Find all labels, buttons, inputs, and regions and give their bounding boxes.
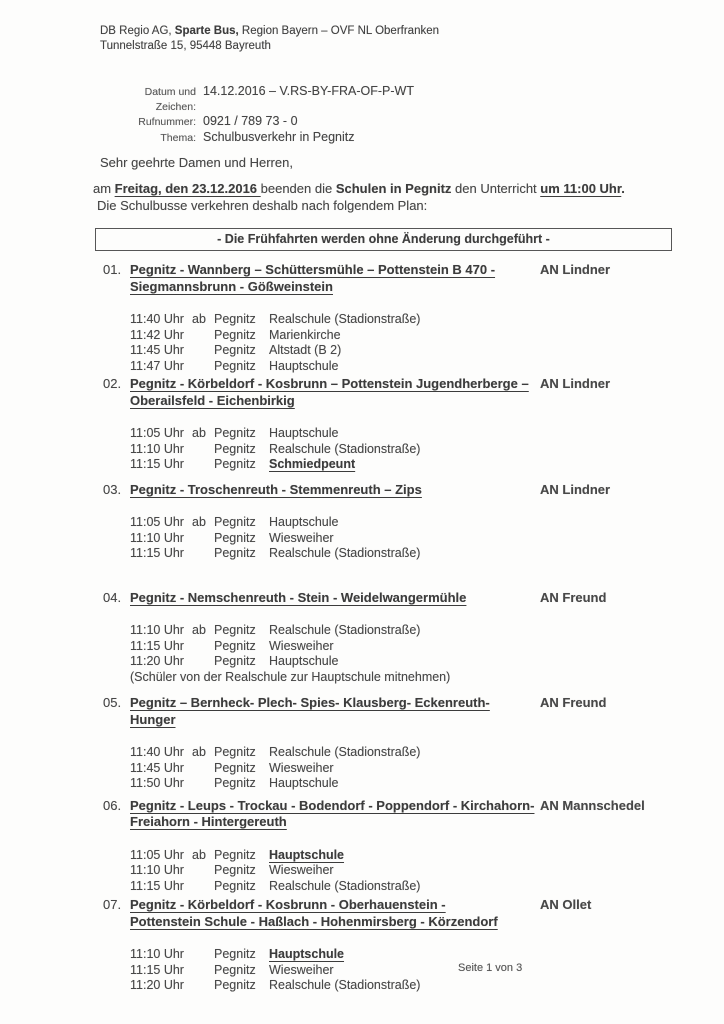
route-item — [103, 376, 703, 473]
stop-time: 11:05 Uhr — [130, 515, 184, 529]
stop-name: Hauptschule — [269, 515, 339, 529]
text-run: . — [621, 181, 625, 196]
stop-city: Pegnitz — [214, 457, 256, 471]
schedule-row — [130, 515, 703, 531]
route-schedule — [130, 312, 703, 374]
stop-ab — [192, 879, 214, 895]
route-item — [103, 262, 703, 374]
route-number: 01. — [103, 262, 122, 277]
stop-city: Pegnitz — [214, 760, 256, 775]
route-schedule — [130, 426, 703, 473]
stop-city: Pegnitz — [214, 878, 256, 893]
meta-row — [103, 84, 414, 114]
stop-city: Pegnitz — [214, 312, 256, 326]
route-number: 02. — [103, 376, 122, 391]
stop-name: Realschule (Stadionstraße) — [269, 978, 421, 992]
stop-city: Pegnitz — [214, 947, 256, 961]
schedule-row — [130, 848, 703, 864]
stop-time: 11:50 Uhr — [130, 776, 184, 790]
stop-city: Pegnitz — [214, 327, 256, 342]
stop-ab — [192, 654, 214, 670]
route-operator: AN Ollet — [540, 897, 592, 912]
stop-ab: ab — [192, 745, 206, 759]
meta-value: Schulbusverkehr in Pegnitz — [203, 129, 355, 144]
stop-time: 11:42 Uhr — [130, 327, 184, 342]
stop-city: Pegnitz — [214, 358, 256, 373]
letterhead-line2: Tunnelstraße 15, 95448 Bayreuth — [100, 40, 271, 52]
stop-ab: ab — [192, 847, 206, 862]
stop-name: Realschule (Stadionstraße) — [269, 623, 421, 637]
route-title — [130, 590, 537, 607]
route-title — [130, 798, 537, 831]
stop-ab — [192, 639, 214, 655]
stop-time: 11:45 Uhr — [130, 760, 184, 775]
route-title — [130, 376, 537, 409]
stop-time: 11:15 Uhr — [130, 638, 184, 653]
stop-time: 11:05 Uhr — [130, 426, 184, 440]
schedule-row — [130, 328, 703, 344]
route-title-line: Pegnitz - Troschenreuth - Stemmenreuth – Zips — [130, 481, 422, 497]
stop-name: Realschule (Stadionstraße) — [269, 878, 421, 893]
stop-ab — [192, 442, 214, 458]
schedule-row — [130, 654, 703, 670]
stop-ab — [192, 963, 214, 979]
intro-line2: Die Schulbusse verkehren deshalb nach folgendem Plan: — [97, 197, 428, 213]
meta-value: 0921 / 789 73 - 0 — [203, 114, 298, 129]
schedule-row — [130, 639, 703, 655]
stop-city: Pegnitz — [214, 863, 256, 877]
route-note: (Schüler von der Realschule zur Hauptschule mitnehmen) — [130, 669, 451, 684]
route-title-line: Siegmannsbrunn - Gößweinstein — [130, 278, 333, 294]
stop-time: 11:10 Uhr — [130, 530, 184, 545]
text-run: Region Bayern – OVF NL Oberfranken — [238, 25, 440, 37]
route-schedule — [130, 623, 703, 685]
stop-name: Wiesweiher — [269, 530, 334, 545]
meta-value: 14.12.2016 – V.RS-BY-FRA-OF-P-WT — [203, 84, 414, 98]
stop-city: Pegnitz — [214, 847, 256, 862]
stop-city: Pegnitz — [214, 546, 256, 560]
text-run: Freitag, den 23.12.2016 — [114, 181, 261, 196]
stop-name: Wiesweiher — [269, 638, 334, 653]
schedule-row — [130, 978, 703, 994]
stop-name: Hauptschule — [269, 776, 339, 790]
route-item — [103, 482, 703, 562]
text-run: Schulen in Pegnitz — [335, 181, 452, 196]
stop-time: 11:20 Uhr — [130, 978, 184, 992]
schedule-row — [130, 343, 703, 359]
route-operator: AN Lindner — [540, 262, 611, 277]
text-run: den Unterricht — [451, 181, 541, 196]
stop-time: 11:40 Uhr — [130, 312, 184, 326]
route-operator: AN Lindner — [540, 481, 611, 497]
stop-city: Pegnitz — [214, 426, 256, 440]
route-item — [103, 695, 703, 792]
route-schedule — [130, 515, 703, 562]
route-number: 05. — [103, 695, 122, 710]
route-item — [103, 798, 703, 895]
schedule-row — [130, 426, 703, 442]
route-title-line: Pegnitz – Bernheck- Plech- Spies- Klausberg- Eckenreuth- Hunger — [130, 695, 490, 727]
stop-ab: ab — [192, 623, 206, 637]
stop-city: Pegnitz — [214, 654, 256, 668]
route-schedule — [130, 745, 703, 792]
stop-name: Wiesweiher — [269, 863, 334, 877]
intro-paragraph — [93, 181, 625, 214]
page-indicator: Seite 1 von 3 — [458, 962, 523, 974]
text-run: um 11:00 Uhr — [540, 181, 622, 196]
stop-city: Pegnitz — [214, 343, 256, 357]
stop-ab: ab — [192, 426, 206, 440]
route-operator: AN Freund — [540, 589, 607, 605]
stop-name: Hauptschule — [269, 847, 345, 862]
stop-time: 11:10 Uhr — [130, 947, 184, 961]
stop-city: Pegnitz — [214, 776, 256, 790]
stop-time: 11:47 Uhr — [130, 358, 184, 373]
schedule-row — [130, 312, 703, 328]
stop-ab: ab — [192, 312, 206, 326]
routes-list — [103, 262, 703, 994]
salutation: Sehr geehrte Damen und Herren, — [100, 155, 293, 170]
stop-ab — [192, 359, 214, 375]
route-number: 03. — [103, 481, 122, 497]
stop-city: Pegnitz — [214, 623, 256, 637]
route-title-line: Pottenstein Schule - Haßlach - Hohenmirsberg - Körzendorf — [130, 913, 498, 929]
route-title-line: Oberailsfeld - Eichenbirkig — [130, 392, 295, 408]
stop-time: 11:10 Uhr — [130, 863, 184, 877]
schedule-row — [130, 947, 703, 963]
route-title — [130, 897, 537, 930]
stop-city: Pegnitz — [214, 638, 256, 653]
meta-label: Rufnummer: — [138, 116, 196, 129]
stop-name: Wiesweiher — [269, 962, 334, 977]
route-operator: AN Lindner — [540, 376, 611, 391]
meta-label: Thema: — [160, 131, 196, 144]
route-title-line: Pegnitz - Körbeldorf - Kosbrunn - Oberhauenstein - — [130, 897, 446, 912]
stop-name: Realschule (Stadionstraße) — [269, 441, 421, 456]
meta-block — [103, 84, 414, 145]
route-operator: AN Freund — [540, 695, 607, 710]
stop-ab — [192, 978, 214, 994]
route-number: 07. — [103, 897, 122, 912]
schedule-row — [130, 863, 703, 879]
stop-ab — [192, 343, 214, 359]
stop-time: 11:05 Uhr — [130, 847, 184, 862]
route-schedule — [130, 947, 703, 994]
stop-name: Hauptschule — [269, 426, 339, 440]
route-title — [130, 695, 537, 728]
letterhead-line1 — [100, 24, 439, 39]
route-title — [130, 262, 537, 295]
stop-name: Realschule (Stadionstraße) — [269, 546, 421, 560]
schedule-row — [130, 623, 703, 639]
stop-time: 11:40 Uhr — [130, 745, 184, 759]
route-title-line: Freiahorn - Hintergereuth — [130, 814, 287, 829]
meta-row — [103, 130, 414, 146]
route-number: 04. — [103, 589, 122, 605]
route-title-line: Pegnitz - Wannberg – Schüttersmühle – Pottenstein B 470 - — [130, 262, 496, 277]
stop-time: 11:10 Uhr — [130, 441, 184, 456]
stop-city: Pegnitz — [214, 515, 256, 529]
stop-ab — [192, 761, 214, 777]
route-item — [103, 590, 703, 686]
route-title-line: Pegnitz - Nemschenreuth - Stein - Weidelwangermühle — [130, 589, 467, 605]
stop-city: Pegnitz — [214, 962, 256, 977]
text-run: am — [93, 181, 115, 196]
stop-name: Altstadt (B 2) — [269, 343, 342, 357]
stop-ab — [192, 947, 214, 963]
intro-line1 — [93, 181, 625, 198]
stop-city: Pegnitz — [214, 530, 256, 545]
text-run: Sparte Bus, — [174, 25, 239, 37]
text-run: DB Regio AG, — [100, 25, 175, 37]
stop-time: 11:20 Uhr — [130, 654, 184, 668]
stop-name: Schmiedpeunt — [269, 457, 356, 471]
schedule-row — [130, 776, 703, 792]
schedule-row — [130, 457, 703, 473]
stop-time: 11:45 Uhr — [130, 343, 184, 357]
schedule-row — [130, 359, 703, 375]
stop-name: Hauptschule — [269, 358, 339, 373]
meta-row — [103, 114, 414, 130]
route-item — [103, 897, 703, 994]
stop-ab — [192, 531, 214, 547]
stop-ab — [192, 776, 214, 792]
stop-time: 11:15 Uhr — [130, 878, 184, 893]
schedule-row — [130, 879, 703, 895]
stop-ab — [192, 328, 214, 344]
stop-time: 11:15 Uhr — [130, 546, 184, 560]
schedule-row — [130, 531, 703, 547]
schedule-row — [130, 761, 703, 777]
route-title-line: Pegnitz - Leups - Trockau - Bodendorf - Poppendorf - Kirchahorn- — [130, 797, 535, 813]
notice-box — [95, 228, 672, 251]
stop-name: Hauptschule — [269, 654, 339, 668]
route-operator: AN Mannschedel — [540, 797, 645, 813]
route-title — [130, 482, 537, 499]
schedule-row — [130, 963, 703, 979]
stop-name: Marienkirche — [269, 327, 341, 342]
stop-time: 11:15 Uhr — [130, 457, 184, 471]
stop-city: Pegnitz — [214, 978, 256, 992]
stop-ab — [192, 546, 214, 562]
route-title-line: Pegnitz - Körbeldorf - Kosbrunn – Pottenstein Jugendherberge – — [130, 376, 529, 391]
stop-city: Pegnitz — [214, 745, 256, 759]
stop-ab — [192, 863, 214, 879]
letterhead — [100, 24, 439, 54]
stop-ab — [192, 457, 214, 473]
schedule-row — [130, 442, 703, 458]
schedule-row — [130, 745, 703, 761]
stop-city: Pegnitz — [214, 441, 256, 456]
stop-time: 11:15 Uhr — [130, 962, 184, 977]
schedule-row — [130, 546, 703, 562]
stop-name: Realschule (Stadionstraße) — [269, 312, 421, 326]
stop-name: Hauptschule — [269, 947, 345, 961]
stop-name: Realschule (Stadionstraße) — [269, 745, 421, 759]
route-schedule — [130, 848, 703, 895]
stop-ab: ab — [192, 515, 206, 529]
meta-label: Datum und Zeichen: — [144, 86, 196, 113]
text-run: beenden die — [260, 181, 336, 196]
stop-name: Wiesweiher — [269, 760, 334, 775]
stop-time: 11:10 Uhr — [130, 623, 184, 637]
route-number: 06. — [103, 797, 122, 813]
notice-box-text: - Die Frühfahrten werden ohne Änderung durchgeführt - — [217, 232, 550, 246]
